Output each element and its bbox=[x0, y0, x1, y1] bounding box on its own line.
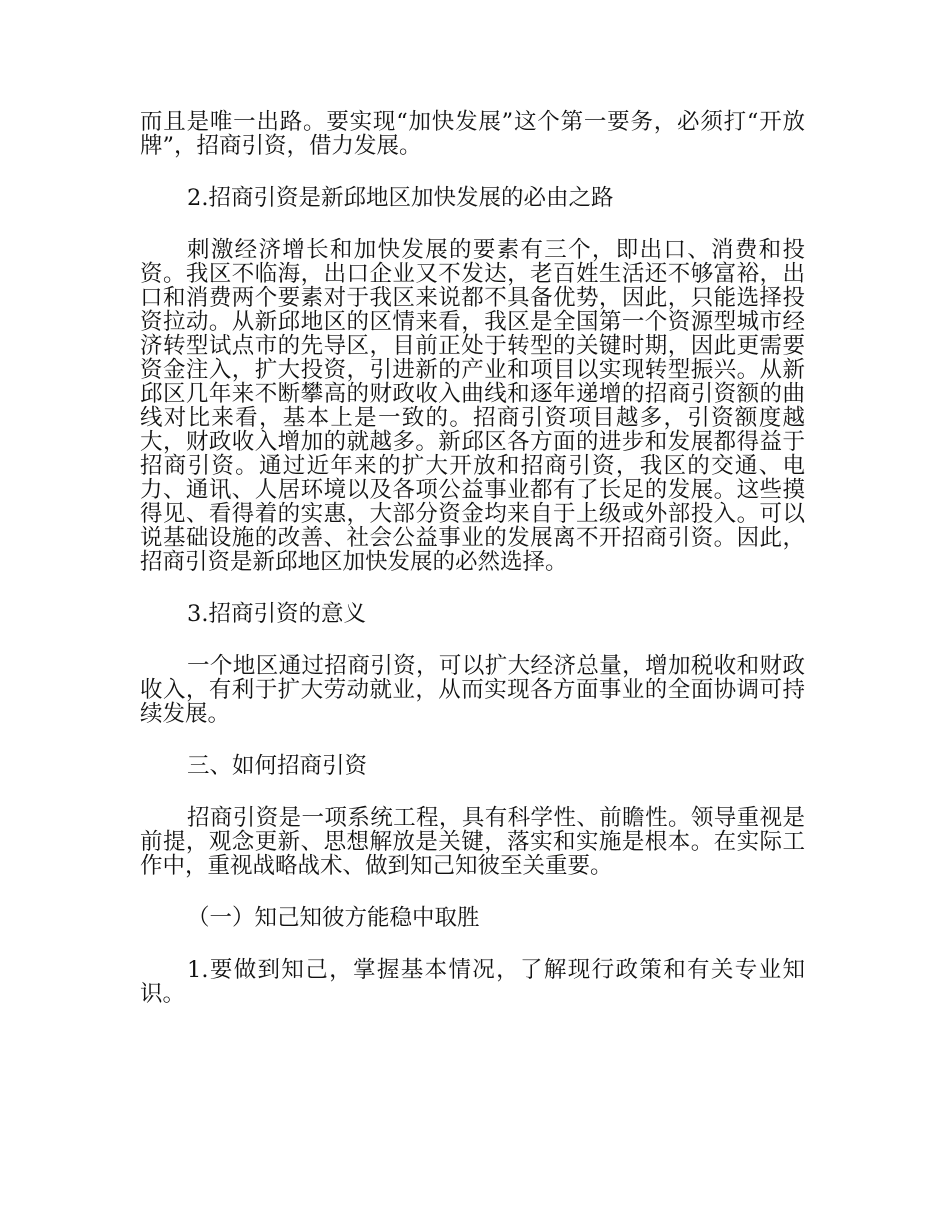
heading-section-3-how-to-invest: 三、如何招商引资 bbox=[187, 753, 368, 779]
heading-3-significance: 3.招商引资的意义 bbox=[187, 601, 366, 627]
paragraph-significance: 一个地区通过招商引资，可以扩大经济总量，增加税收和财政收入，有利于扩大劳动就业，从而实现各方面事业的全面协调可持续发展。 bbox=[140, 653, 805, 727]
document-body bbox=[140, 110, 805, 1006]
heading-subsection-1-know-yourself: （一）知己知彼方能稳中取胜 bbox=[187, 905, 480, 931]
paragraph-growth-factors: 刺激经济增长和加快发展的要素有三个，即出口、消费和投资。我区不临海，出口企业又不发达，老百姓生活还不够富裕，出口和消费两个要素对于我区来说都不具备优势，因此，只能选择投资拉动。从新邱地区的区情来看，我区是全国第一个资源型城市经济转型试点市的先导区，目前正处于转型的关键时期，因此更需要资金注入，扩大投资，引进新的产业和项目以实现转型振兴。从新邱区几年来不断攀高的财政收入曲线和逐年递增的招商引资额的曲线对比来看，基本上是一致的。招商引资项目越多，引资额度越大，财政收入增加的就越多。新邱区各方面的进步和发展都得益于招商引资。通过近年来的扩大开放和招商引资，我区的交通、电力、通讯、人居环境以及各项公益事业都有了长足的发展。这些摸得见、看得着的实惠，大部分资金均来自于上级或外部投入。可以说基础设施的改善、社会公益事业的发展离不开招商引资。因此，招商引资是新邱地区加快发展的必然选择。 bbox=[140, 237, 805, 575]
heading-2-necessary-path: 2.招商引资是新邱地区加快发展的必由之路 bbox=[187, 185, 614, 211]
paragraph-continuation: 而且是唯一出路。要实现“加快发展”这个第一要务，必须打“开放牌”，招商引资，借力发展。 bbox=[140, 109, 805, 159]
paragraph-systematic-project: 招商引资是一项系统工程，具有科学性、前瞻性。领导重视是前提，观念更新、思想解放是关键，落实和实施是根本。在实际工作中，重视战略战术、做到知己知彼至关重要。 bbox=[140, 805, 805, 879]
paragraph-item-1-know-yourself: 1.要做到知己，掌握基本情况，了解现行政策和有关专业知识。 bbox=[140, 957, 805, 1007]
